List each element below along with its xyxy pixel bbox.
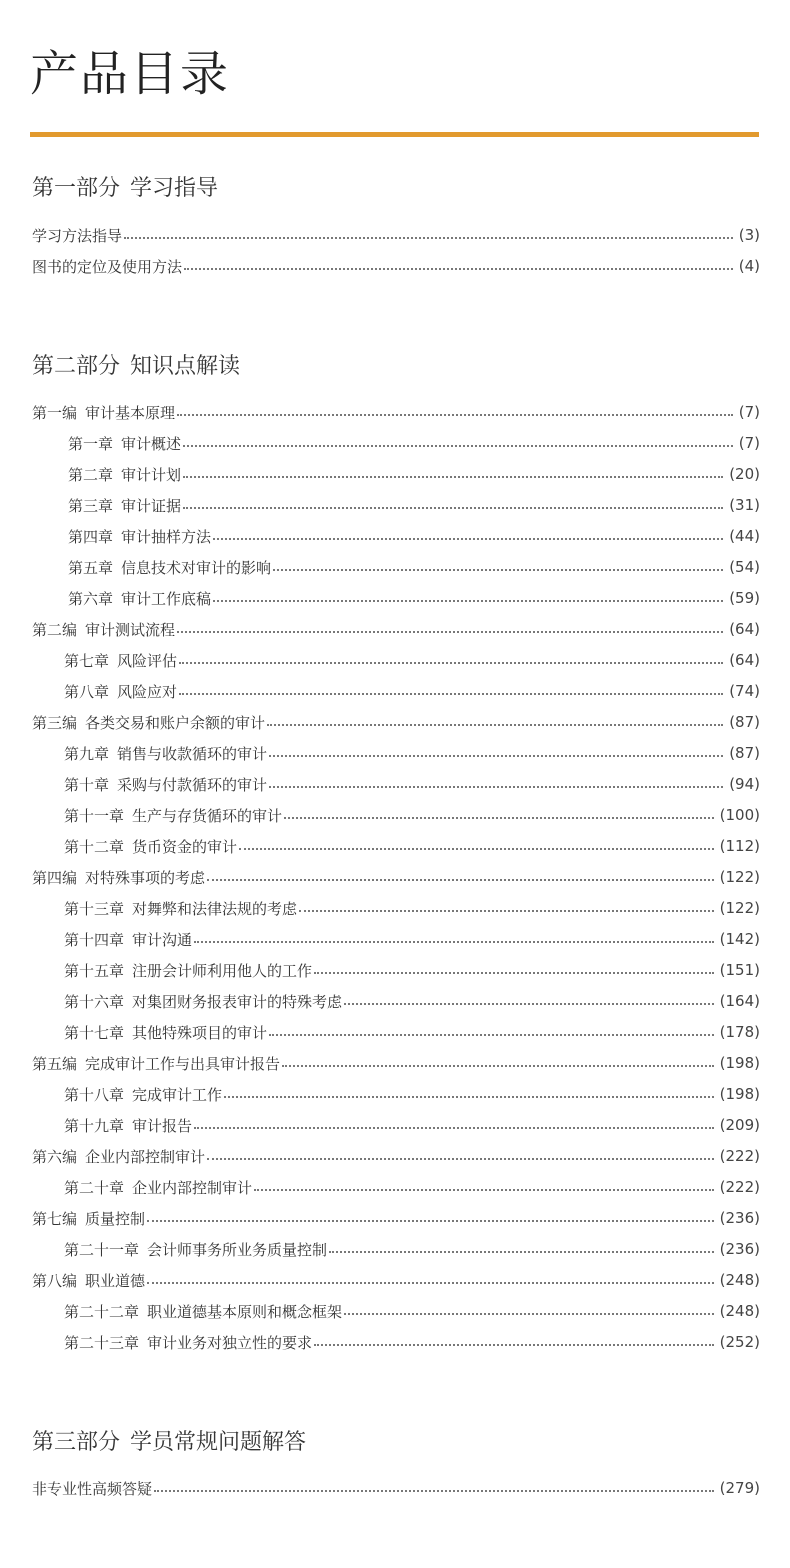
dot-leader — [184, 268, 733, 270]
entry-page: (74) — [729, 682, 760, 700]
section-heading — [32, 176, 218, 202]
section-heading — [32, 354, 240, 380]
entry-page: (236) — [719, 1240, 760, 1258]
section-name: 学习指导 — [130, 176, 219, 201]
entry-page: (164) — [719, 992, 760, 1010]
entry-label: 第十章 采购与付款循环的审计 — [64, 775, 268, 794]
toc-entry[interactable] — [32, 223, 760, 247]
toc-entry[interactable] — [64, 648, 760, 672]
dot-leader — [314, 1344, 714, 1346]
entry-page: (122) — [719, 899, 760, 917]
page-title: 产品目录 — [30, 46, 231, 102]
dot-leader — [299, 910, 714, 912]
entry-page: (87) — [729, 713, 760, 731]
section-number: 第三部分 — [32, 1430, 121, 1455]
dot-leader — [183, 507, 723, 509]
entry-label: 第三章 审计证据 — [68, 496, 182, 515]
toc-entry[interactable] — [32, 1144, 760, 1168]
entry-label: 第一章 审计概述 — [68, 434, 182, 453]
toc-entry[interactable] — [64, 1299, 760, 1323]
entry-page: (178) — [719, 1023, 760, 1041]
section-number: 第一部分 — [32, 176, 121, 201]
toc-entry[interactable] — [64, 772, 760, 796]
toc-entry[interactable] — [32, 865, 760, 889]
entry-page: (222) — [719, 1147, 760, 1165]
toc-entry[interactable] — [32, 617, 760, 641]
entry-page: (236) — [719, 1209, 760, 1227]
entry-page: (112) — [719, 837, 760, 855]
dot-leader — [239, 848, 714, 850]
entry-label: 非专业性高频答疑 — [32, 1479, 153, 1498]
dot-leader — [183, 445, 733, 447]
toc-entry[interactable] — [64, 1113, 760, 1137]
toc-entry[interactable] — [64, 679, 760, 703]
toc-entry[interactable] — [64, 958, 760, 982]
entry-label: 第九章 销售与收款循环的审计 — [64, 744, 268, 763]
dot-leader — [269, 755, 723, 757]
toc-entry[interactable] — [32, 400, 760, 424]
dot-leader — [314, 972, 714, 974]
entry-page: (122) — [719, 868, 760, 886]
dot-leader — [147, 1282, 714, 1284]
dot-leader — [329, 1251, 714, 1253]
entry-label: 第十三章 对舞弊和法律法规的考虑 — [64, 899, 298, 918]
entry-page: (64) — [729, 651, 760, 669]
toc-entry[interactable] — [32, 710, 760, 734]
toc-entry[interactable] — [64, 1082, 760, 1106]
entry-label: 第三编 各类交易和账户余额的审计 — [32, 713, 266, 732]
entry-page: (209) — [719, 1116, 760, 1134]
entry-label: 第十五章 注册会计师利用他人的工作 — [64, 961, 313, 980]
entry-page: (44) — [729, 527, 760, 545]
toc-entry[interactable] — [32, 1476, 760, 1500]
entry-page: (20) — [729, 465, 760, 483]
dot-leader — [177, 414, 733, 416]
toc-entry[interactable] — [64, 1020, 760, 1044]
entry-page: (222) — [719, 1178, 760, 1196]
entry-label: 第十九章 审计报告 — [64, 1116, 193, 1135]
dot-leader — [147, 1220, 714, 1222]
entry-page: (151) — [719, 961, 760, 979]
toc-entry[interactable] — [68, 524, 760, 548]
toc-entry[interactable] — [64, 1237, 760, 1261]
dot-leader — [194, 1127, 714, 1129]
entry-label: 第六编 企业内部控制审计 — [32, 1147, 206, 1166]
entry-page: (3) — [738, 226, 760, 244]
entry-label: 第十四章 审计沟通 — [64, 930, 193, 949]
dot-leader — [284, 817, 714, 819]
entry-label: 第一编 审计基本原理 — [32, 403, 176, 422]
entry-label: 第二章 审计计划 — [68, 465, 182, 484]
toc-entry[interactable] — [64, 803, 760, 827]
toc-entry[interactable] — [64, 927, 760, 951]
entry-label: 第十八章 完成审计工作 — [64, 1085, 223, 1104]
entry-page: (100) — [719, 806, 760, 824]
entry-page: (248) — [719, 1302, 760, 1320]
section-name: 学员常规问题解答 — [130, 1430, 307, 1455]
toc-entry[interactable] — [64, 1330, 760, 1354]
toc-entry[interactable] — [64, 989, 760, 1013]
entry-page: (4) — [738, 257, 760, 275]
entry-page: (248) — [719, 1271, 760, 1289]
section-number: 第二部分 — [32, 354, 121, 379]
entry-label: 第六章 审计工作底稿 — [68, 589, 212, 608]
dot-leader — [179, 693, 723, 695]
toc-entry[interactable] — [32, 1051, 760, 1075]
dot-leader — [124, 237, 733, 239]
toc-entry[interactable] — [68, 586, 760, 610]
entry-label: 第十二章 货币资金的审计 — [64, 837, 238, 856]
entry-page: (279) — [719, 1479, 760, 1497]
dot-leader — [254, 1189, 714, 1191]
dot-leader — [213, 600, 723, 602]
toc-entry[interactable] — [68, 493, 760, 517]
dot-leader — [194, 941, 714, 943]
section-heading — [32, 1430, 306, 1456]
entry-label: 第五章 信息技术对审计的影响 — [68, 558, 272, 577]
entry-label: 第四编 对特殊事项的考虑 — [32, 868, 206, 887]
toc-entry[interactable] — [32, 1268, 760, 1292]
toc-entry[interactable] — [68, 555, 760, 579]
entry-label: 第二编 审计测试流程 — [32, 620, 176, 639]
entry-label: 第二十一章 会计师事务所业务质量控制 — [64, 1240, 328, 1259]
entry-label: 第十一章 生产与存货循环的审计 — [64, 806, 283, 825]
dot-leader — [207, 879, 714, 881]
entry-label: 学习方法指导 — [32, 226, 123, 245]
entry-page: (31) — [729, 496, 760, 514]
entry-label: 第七编 质量控制 — [32, 1209, 146, 1228]
entry-page: (64) — [729, 620, 760, 638]
dot-leader — [269, 786, 723, 788]
entry-page: (94) — [729, 775, 760, 793]
dot-leader — [213, 538, 723, 540]
dot-leader — [224, 1096, 714, 1098]
dot-leader — [344, 1003, 714, 1005]
entry-page: (87) — [729, 744, 760, 762]
entry-label: 第五编 完成审计工作与出具审计报告 — [32, 1054, 281, 1073]
toc-entry[interactable] — [32, 1206, 760, 1230]
dot-leader — [183, 476, 723, 478]
entry-label: 第八编 职业道德 — [32, 1271, 146, 1290]
toc-entry[interactable] — [68, 462, 760, 486]
dot-leader — [282, 1065, 714, 1067]
dot-leader — [344, 1313, 714, 1315]
dot-leader — [267, 724, 723, 726]
entry-label: 第二十三章 审计业务对独立性的要求 — [64, 1333, 313, 1352]
entry-page: (198) — [719, 1085, 760, 1103]
entry-page: (7) — [738, 403, 760, 421]
entry-page: (252) — [719, 1333, 760, 1351]
toc-entry[interactable] — [64, 834, 760, 858]
toc-entry[interactable] — [68, 431, 760, 455]
entry-page: (198) — [719, 1054, 760, 1072]
entry-label: 第七章 风险评估 — [64, 651, 178, 670]
dot-leader — [207, 1158, 714, 1160]
dot-leader — [269, 1034, 714, 1036]
entry-label: 第二十二章 职业道德基本原则和概念框架 — [64, 1302, 343, 1321]
entry-label: 第四章 审计抽样方法 — [68, 527, 212, 546]
entry-label: 第十七章 其他特殊项目的审计 — [64, 1023, 268, 1042]
entry-label: 第二十章 企业内部控制审计 — [64, 1178, 253, 1197]
entry-label: 第八章 风险应对 — [64, 682, 178, 701]
title-rule — [30, 132, 759, 137]
entry-label: 第十六章 对集团财务报表审计的特殊考虑 — [64, 992, 343, 1011]
toc-entry[interactable] — [64, 1175, 760, 1199]
entry-label: 图书的定位及使用方法 — [32, 257, 183, 276]
dot-leader — [179, 662, 723, 664]
toc-entry[interactable] — [32, 254, 760, 278]
section-name: 知识点解读 — [130, 354, 241, 379]
toc-entry[interactable] — [64, 741, 760, 765]
dot-leader — [154, 1490, 714, 1492]
toc-entry[interactable] — [64, 896, 760, 920]
dot-leader — [177, 631, 723, 633]
entry-page: (59) — [729, 589, 760, 607]
dot-leader — [273, 569, 723, 571]
entry-page: (142) — [719, 930, 760, 948]
entry-page: (7) — [738, 434, 760, 452]
entry-page: (54) — [729, 558, 760, 576]
